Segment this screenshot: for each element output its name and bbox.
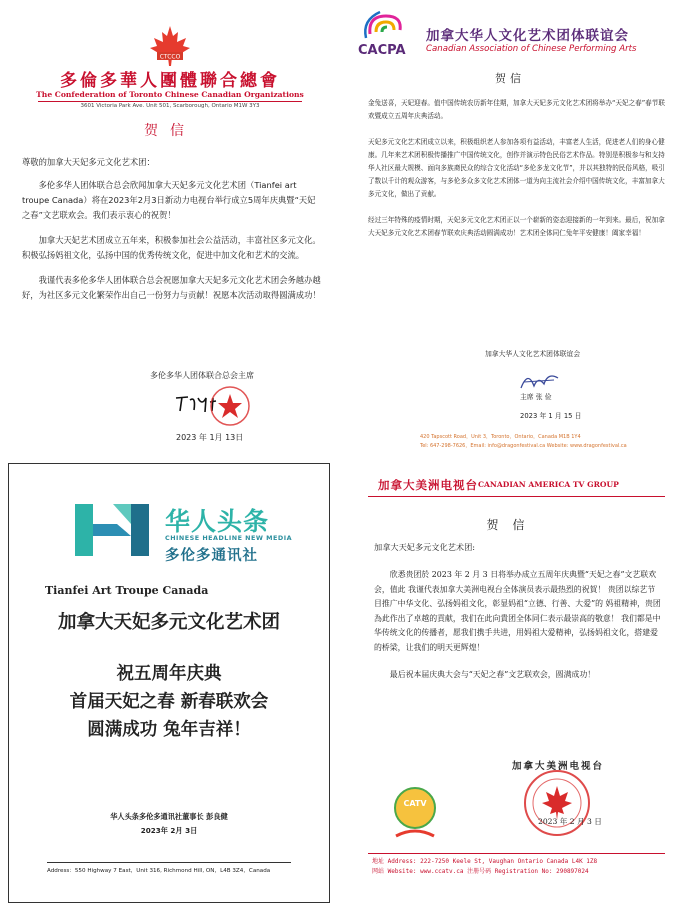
- letter-body: [374, 568, 663, 683]
- catv-logo-icon: [390, 786, 440, 841]
- footer-divider: [368, 853, 665, 854]
- footer: [420, 433, 627, 451]
- footer: [372, 857, 597, 876]
- congrats-line: 祝五周年庆典: [116, 664, 222, 684]
- footer-website: 网站 Website: www.ccatv.ca 注册号码 Registration No: 290897024: [372, 867, 589, 875]
- troupe-name-zh: 加拿大天妃多元文化艺术团: [57, 612, 280, 633]
- org-name-en: CANADIAN AMERICA TV GROUP: [478, 480, 619, 489]
- catv-logo-text: CATV: [403, 799, 427, 808]
- org-name-zh: 加拿大华人文化艺术团体联谊会: [426, 28, 629, 44]
- letter-cacpa: [340, 0, 680, 453]
- signatory: 华人头条多伦多通讯社董事长 彭良健: [110, 812, 228, 821]
- letter-title: 贺信: [486, 518, 539, 532]
- footer-address: Address：550 Highway 7 East，Unit 316, Richmond Hill, ON，L4B 3Z4，Canada: [47, 868, 271, 874]
- brand-name-en: CHINESE HEADLINE NEW MEDIA: [165, 534, 293, 542]
- paragraph: 经过三年特殊的疫情时期，天妃多元文化艺术团正以一个崭新的姿态迎接新的一年到来。最后，祝加拿大天妃多元文化艺术团春节联欢庆典活动圆满成功！艺术团全体同仁兔年平安健康！阖家幸福！: [368, 216, 665, 237]
- brand-name-zh: 华人头条: [165, 507, 270, 536]
- letter-canadian-america-tv: [350, 468, 675, 903]
- org-name-zh: 加拿大美洲电视台: [378, 478, 478, 492]
- signature-text: 加拿大美洲电视台: [512, 761, 605, 772]
- footer-address: 420 Tapscott Road，Unit 3，Toronto，Ontario，Canada M1B 1Y4: [420, 434, 581, 440]
- letter-date: 2023 年 1 月 15 日: [520, 412, 582, 420]
- org-signature-line: 加拿大华人文化艺术团体联谊会: [485, 350, 581, 358]
- chair-name: 主席 张 俭: [520, 393, 552, 401]
- troupe-name-en: Tianfei Art Troupe Canada: [45, 584, 209, 597]
- chinese-headline-logo-icon: [73, 502, 153, 558]
- official-seal-icon: [522, 768, 592, 838]
- paragraph: 金兔送喜，天妃迎春。值中国传统农历新年佳期，加拿大天妃多元文化艺术团将举办“天妃之春”春节联欢暨成立五周年庆典活动。: [368, 99, 665, 120]
- header-divider: [368, 496, 665, 497]
- paragraph: 多伦多华人团体联合总会欣闻加拿大天妃多元文化艺术团（Tianfei art troupe Canada）将在2023年2月3日新动力电视台举行成立5周年庆典暨“天妃之春”文艺联欢会。我们表示衷心的祝贺！: [22, 180, 316, 220]
- letter-title: 贺信: [495, 72, 525, 85]
- congrats-line: 首届天妃之春 新春联欢会: [69, 692, 269, 712]
- congrats-line: 圆满成功 兔年吉祥！: [87, 720, 251, 740]
- letter-date: 2023年 2月 3日: [140, 826, 198, 835]
- header-divider: [38, 101, 302, 102]
- official-seal-icon: [208, 384, 252, 428]
- letter-date: 2023 年 1月 13日: [176, 433, 244, 442]
- footer-divider: [47, 862, 291, 863]
- letter-ctcco: [0, 0, 340, 453]
- letter-body: [368, 97, 666, 240]
- paragraph: 加拿大天妃艺术团成立五年来，积极参加社会公益活动，丰富社区多元文化。积极弘扬妈祖文化，弘扬中国的优秀传统文化，促进中加文化和艺术的交流。: [22, 235, 321, 260]
- letter-title: 贺信: [144, 123, 196, 139]
- letter-date: 2023 年 2 月 3 日: [538, 817, 602, 826]
- signatory: 多伦多华人团体联合总会主席: [150, 371, 254, 380]
- paragraph: 天妃多元文化艺术团成立以来，积极组织老人参加各项有益活动，丰富老人生活，促进老人们的身心健康。几年来艺术团积极传播推广中国传统文化，创作并演示特色民俗艺术作品。特别是积极参与和支持华人社区最大规模、面向多族裔民众的综合文化活动“多伦多龙文化节”，并以其独特的民俗风格，吸引了数以千计的观众游客，与多伦多众多文化艺术团体一道为向主流社会介绍中国传统文化，丰富加拿大多元文化，做出了贡献。: [368, 138, 665, 198]
- org-address: 3601 Victoria Park Ave. Unit 501, Scarborough, Ontario M1W 3Y3: [80, 103, 260, 109]
- letter-chinese-headline: [8, 463, 330, 903]
- footer-address: 地址 Address: 222-7250 Keele St, Vaughan Ontario Canada L4K 1Z8: [372, 858, 598, 865]
- footer-contact: Tel: 647-298-7626，Email: info@dragonfestival.ca Website: www.dragonfestival.ca: [420, 443, 627, 449]
- letter-body: [22, 155, 322, 303]
- greeting: 尊敬的加拿大天妃多元文化艺术团：: [22, 157, 155, 167]
- maple-leaf-logo-icon: [148, 24, 192, 68]
- brand-subtitle: 多伦多通讯社: [165, 548, 258, 564]
- org-name-en: Canadian Association of Chinese Performing Arts: [426, 44, 637, 54]
- paragraph: 最后祝本届庆典大会与“天妃之春”文艺联欢会，圆满成功！: [389, 670, 596, 679]
- greeting: 加拿大天妃多元文化艺术团:: [374, 542, 476, 552]
- cacpa-abbreviation: CACPA: [358, 43, 406, 58]
- org-name-en: The Confederation of Toronto Chinese Canadian Organizations: [36, 90, 304, 99]
- ctcco-logo-text: CTCCO: [159, 53, 181, 61]
- org-name-zh: 多倫多華人團體聯合總會: [60, 71, 280, 91]
- paragraph: 我谨代表多伦多华人团体联合总会祝愿加拿大天妃多元文化艺术团会务越办越好，为社区多元文化繁荣作出自己一份努力与贡献！祝愿本次活动取得圆满成功！: [22, 275, 321, 300]
- paragraph: 欣悉贵团於 2023 年 2 月 3 日将举办成立五周年庆典暨“天妃之春”文艺联欢会，值此 我谨代表加拿大美洲电视台全体演员表示最热烈的祝賀！ 贵团以综艺节目推广中华文化、弘扬妈祖文化，彰显妈祖“立德、行善、大爱”的 妈祖精神，贵团為此作出了卓越的貢献，我们在此向貴团全体同仁表示最崇高的敬意！ 我们都是中华传统文化的传播者，愿我们携手共进，用妈祖大爱精神，弘扬妈祖文化，搭建爱的桥梁，让我们的明天更辉煌！: [374, 570, 661, 652]
